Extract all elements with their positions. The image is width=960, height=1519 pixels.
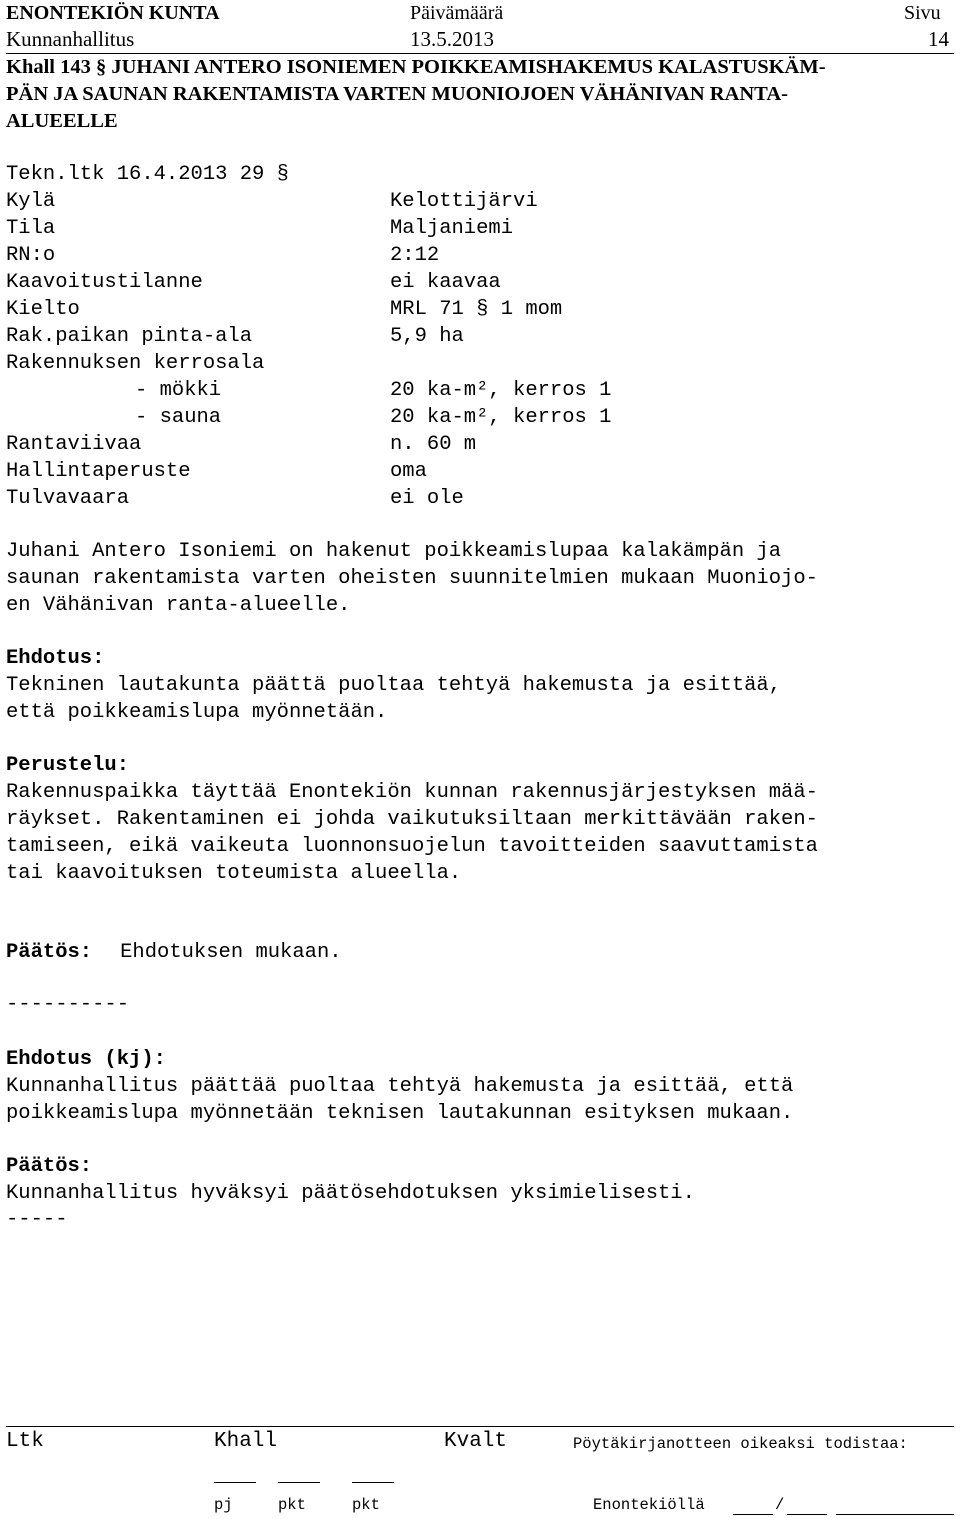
date-day-line <box>733 1514 773 1515</box>
page-label: Sivu <box>904 2 941 24</box>
footer-certify-text: Pöytäkirjanotteen oikeaksi todistaa: <box>573 1435 908 1453</box>
justification-line: tai kaavoituksen toteumista alueella. <box>6 862 462 885</box>
reference-text: Tekn.ltk 16.4.2013 29 <box>6 163 265 186</box>
manager-proposal-heading: Ehdotus (kj): <box>6 1048 166 1071</box>
justification-line: Rakennuspaikka täyttää Enontekiön kunnan rakennusjärjestyksen mää- <box>6 781 818 804</box>
detail-label: Kylä <box>6 190 56 213</box>
detail-label: - mökki <box>135 379 222 402</box>
detail-value: 20 ka-m², kerros 1 <box>390 379 612 402</box>
decision-section-1 <box>6 939 956 966</box>
detail-value: 20 ka-m², kerros 1 <box>390 406 612 429</box>
footer-khall-label: Khall <box>214 1430 278 1453</box>
detail-value: 2:12 <box>390 244 440 267</box>
signature-line <box>836 1514 954 1515</box>
meeting-body: Kunnanhallitus <box>6 27 135 51</box>
detail-label: Rak.paikan pinta-ala <box>6 325 253 348</box>
detail-value: ei ole <box>390 487 464 510</box>
page-number: 14 <box>928 27 949 51</box>
proposal-section <box>6 645 956 726</box>
footer-pkt-label: pkt <box>352 1496 380 1514</box>
detail-label: Tila <box>6 217 56 240</box>
intro-line: Juhani Antero Isoniemi on hakenut poikkeamislupaa kalakämpän ja <box>6 540 782 563</box>
manager-proposal-line: Kunnanhallitus päättää puoltaa tehtyä hakemusta ja esittää, että <box>6 1075 794 1098</box>
meeting-date: 13.5.2013 <box>410 27 494 51</box>
justification-section <box>6 752 956 887</box>
footer-kvalt-label: Kvalt <box>444 1430 508 1453</box>
detail-label: Kaavoitustilanne <box>6 271 203 294</box>
detail-value: oma <box>390 460 427 483</box>
document-header-row-1 <box>6 0 954 26</box>
date-month-line <box>787 1514 827 1515</box>
section-sign-icon: § <box>276 163 289 186</box>
detail-value: ei kaavaa <box>390 271 501 294</box>
separator-line: ---------- <box>6 993 130 1016</box>
detail-value: Kelottijärvi <box>390 190 538 213</box>
organization-name: ENONTEKIÖN KUNTA <box>6 2 220 24</box>
separator-line: ----- <box>6 1208 68 1231</box>
detail-value: Maljaniemi <box>390 217 514 240</box>
decision-heading: Päätös: <box>6 1155 93 1178</box>
footer-ltk-label: Ltk <box>6 1430 44 1453</box>
proposal-line: että poikkeamislupa myönnetään. <box>6 701 388 724</box>
intro-line: en Vähänivan ranta-alueelle. <box>6 594 351 617</box>
detail-label: Hallintaperuste <box>6 460 191 483</box>
detail-value: 5,9 ha <box>390 325 464 348</box>
decision-text: Kunnanhallitus hyväksyi päätösehdotuksen yksimielisesti. <box>6 1182 695 1205</box>
detail-label: RN:o <box>6 244 56 267</box>
footer-date-slash: / <box>775 1496 785 1514</box>
justification-heading: Perustelu: <box>6 754 130 777</box>
footer-pkt-label: pkt <box>278 1496 306 1514</box>
section-sign-icon: § <box>96 56 107 78</box>
detail-value: n. 60 m <box>390 433 477 456</box>
signature-line <box>214 1482 256 1483</box>
justification-line: räykset. Rakentaminen ei johda vaikutuksiltaan merkittävään raken- <box>6 808 818 831</box>
manager-proposal-line: poikkeamislupa myönnetään teknisen lautakunnan esityksen mukaan. <box>6 1102 794 1125</box>
decision-section-2 <box>6 1153 956 1207</box>
footer-place-label: Enontekiöllä <box>593 1496 705 1514</box>
date-label: Päivämäärä <box>410 2 504 24</box>
section-number: Khall 143 <box>6 56 91 78</box>
detail-value: MRL 71 § 1 mom <box>390 298 563 321</box>
section-title-line-2: PÄN JA SAUNAN RAKENTAMISTA VARTEN MUONIOJOEN VÄHÄNIVAN RANTA- <box>6 83 788 105</box>
justification-line: tamiseen, eikä vaikeuta luonnonsuojelun tavoitteiden saavuttamista <box>6 835 818 858</box>
decision-heading: Päätös: <box>6 941 93 964</box>
section-title-line-3: ALUEELLE <box>6 110 118 132</box>
document-header-row-2 <box>6 26 954 52</box>
section-title <box>6 54 951 135</box>
detail-label: Tulvavaara <box>6 487 130 510</box>
detail-label: Rantaviivaa <box>6 433 142 456</box>
footer-pj-label: pj <box>214 1496 233 1514</box>
detail-label: Kielto <box>6 298 80 321</box>
section-title-line-1: JUHANI ANTERO ISONIEMEN POIKKEAMISHAKEMUS KALASTUSKÄM- <box>111 56 826 78</box>
detail-label: Rakennuksen kerrosala <box>6 352 265 375</box>
detail-label: - sauna <box>135 406 222 429</box>
intro-paragraph <box>6 538 956 619</box>
intro-line: saunan rakentamista varten oheisten suunnitelmien mukaan Muoniojo- <box>6 567 818 590</box>
proposal-line: Tekninen lautakunta päättä puoltaa tehtyä hakemusta ja esittää, <box>6 674 782 697</box>
proposal-heading: Ehdotus: <box>6 647 105 670</box>
reference-line <box>6 161 289 188</box>
signature-line <box>352 1482 394 1483</box>
decision-text: Ehdotuksen mukaan. <box>120 941 342 964</box>
manager-proposal-section <box>6 1046 956 1127</box>
footer-divider <box>6 1426 954 1427</box>
signature-line <box>278 1482 320 1483</box>
